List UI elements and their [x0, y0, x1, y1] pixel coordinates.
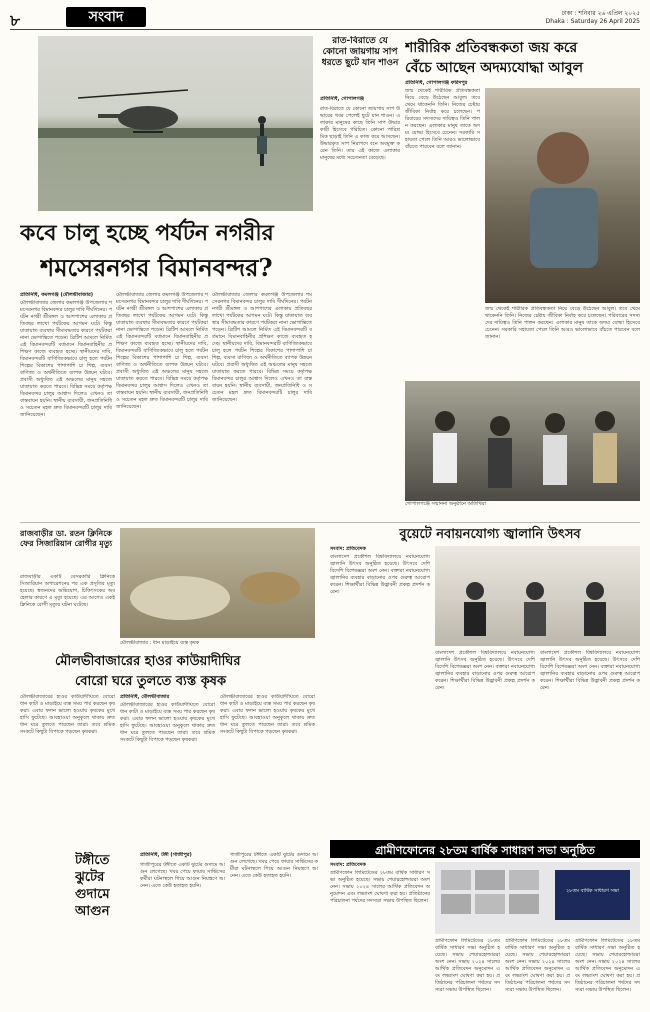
- buet-body-col2: বাংলাদেশ প্রকৌশল বিশ্ববিদ্যালয়ে নবায়নযোগ্য জ্বালানি উৎসব অনুষ্ঠিত হয়েছে। উৎসবে দেশি বিদেশি বিশেষজ্ঞরা অংশ নেন। বক্তারা নবায়নযোগ্য জ্বালানির ব্যবহার বাড়ানোর ওপর গুরুত্ব আরোপ করেন। শিক্ষার্থীরা বিভিন্ন উদ্ভাবনী প্রকল্প প্রদর্শন করেন।: [435, 650, 535, 691]
- date-bn: ঢাকা : শনিবার ২৬ এপ্রিল ২০২৫: [561, 10, 640, 17]
- airport-body-col2: মৌলভীবাজার জেলার কমলগঞ্জ উপজেলার শমসেরনগর বিমানবন্দর চালুর দাবি দীর্ঘদিনের। পর্যটন নগরী শ্রীমঙ্গল ও আশপাশের এলাকায় প্রতিবছর লাখো পর্যটকের আগমন ঘটে। কিন্তু যাতায়াত ব্যবস্থার সীমাবদ্ধতার কারণে পর্যটকরা নানা ভোগান্তিতে পড়েন। ব্রিটিশ আমলে নির্মিত এই বিমানবন্দরটি বর্তমানে বিমানবাহিনীর প্রশিক্ষণ কাজে ব্যবহৃত হচ্ছে। স্থানীয়দের দাবি, বিমানবন্দরটি বাণিজ্যিকভাবে চালু হলে পর্যটন শিল্পের বিকাশের পাশাপাশি চা শিল্প, ব্যবসা বাণিজ্য ও অর্থনীতিতে ব্যাপক উন্নয়ন ঘটবে। প্রবাসী অধ্যুষিত এই অঞ্চলের মানুষ সহজে যাতায়াত করতে পারবে। বিভিন্ন সময়ে কর্তৃপক্ষ বিমানবন্দর চালুর আশ্বাস দিলেও এখনও তা বাস্তবায়ন হয়নি। স্থানীয় ব্যবসায়ী, জনপ্রতিনিধি ও সচেতন মহল দ্রুত বিমানবন্দরটি চালুর দাবি জানিয়েছেন।: [116, 292, 208, 410]
- date-en: Dhaka : Saturday 26 April 2025: [545, 18, 640, 25]
- tongi-body-col1: গাজীপুরের টঙ্গীতে একটি ঝুটের গুদামে আগুন লেগেছে। খবর পেয়ে ফায়ার সার্ভিসের কর্মীরা ঘটনাস্থলে গিয়ে আগুন নিয়ন্ত্রণে আনেন। এতে কেউ হতাহত হয়নি।: [140, 862, 225, 889]
- page-number: ৮: [10, 11, 21, 30]
- buet-body-col1: বাংলাদেশ প্রকৌশল বিশ্ববিদ্যালয়ে নবায়নযোগ্য জ্বালানি উৎসব অনুষ্ঠিত হয়েছে। উৎসবে দেশি বিদেশি বিশেষজ্ঞরা অংশ নেন। বক্তারা নবায়নযোগ্য জ্বালানির ব্যবহার বাড়ানোর ওপর গুরুত্ব আরোপ করেন। শিক্ষার্থীরা বিভিন্ন উদ্ভাবনী প্রকল্প প্রদর্শন করেন।: [330, 554, 430, 595]
- divider: [20, 522, 640, 523]
- buet-photo: [435, 546, 640, 646]
- hawor-headline-2: বোরো ঘরে তুলতে ব্যস্ত কৃষক: [75, 674, 227, 689]
- gp-screen: [555, 870, 630, 920]
- fighter-body-col1: জন্ম থেকেই শারীরিক প্রতিবন্ধকতা নিয়ে বেড়ে উঠেছেন আবুল। তবে থেমে থাকেননি তিনি। নিজের চেষ্টায় জীবিকা নির্বাহ করে চলেছেন। পরিবারের সদস্যদের দায়িত্বও তিনি পালন করছেন। এলাকার মানুষ তাকে অদম্য যোদ্ধা হিসেবে চেনেন। সরকারি সহায়তা পেলে তিনি আরও ভালোভাবে বাঁচতে পারবেন বলে জানান।: [405, 88, 480, 150]
- tongi-headline: টঙ্গীতে ঝুটের গুদামে আগুন: [75, 853, 110, 919]
- rice-sack-icon: [120, 528, 315, 638]
- tongi-body-col2: গাজীপুরের টঙ্গীতে একটি ঝুটের গুদামে আগুন লেগেছে। খবর পেয়ে ফায়ার সার্ভিসের কর্মীরা ঘটনাস্থলে গিয়ে আগুন নিয়ন্ত্রণে আনেন। এতে কেউ হতাহত হয়নি।: [230, 852, 318, 879]
- snake-body: রাত-বিরাতে যে কোনো জায়গায় সাপ উদ্ধারের খবর পেলেই ছুটে যান শাওন। এলাকার মানুষের কাছে তিনি সাপ উদ্ধারকারী হিসেবে পরিচিত। কোনো পারিশ্রমিক ছাড়াই তিনি এ কাজ করে আসছেন। উদ্ধারকৃত সাপ নিরাপদে বনে অবমুক্ত করেন তিনি। তার এই কাজে এলাকার মানুষের মধ্যে সচেতনতা বেড়েছে।: [320, 106, 400, 161]
- fighter-headline-1: শারীরিক প্রতিবন্ধকতা জয় করে: [405, 40, 578, 56]
- helicopter-icon: [38, 36, 313, 211]
- buet-byline: সংবাদ: প্রতিবেদক: [330, 546, 366, 552]
- doctor-headline: রাজবাড়ীর ডা. রতন ক্লিনিকে ফের সিজারিয়ান রোগীর মৃত্যু: [20, 528, 113, 548]
- hawor-caption: মৌলভীবাজার : ধান মাড়াইয়ে ব্যস্ত কৃষক: [120, 640, 200, 646]
- helicopter-photo: [38, 36, 313, 211]
- airport-byline: প্রতিনিধি, কমলগঞ্জ (মৌলভীবাজার): [20, 292, 94, 298]
- masthead-logo: সংবাদ: [66, 7, 146, 27]
- airport-headline-2: শমসেরনগর বিমানবন্দর?: [40, 253, 273, 282]
- gp-body-col4: গ্রামীণফোন লিমিটেডের ২৮তম বার্ষিক সাধারণ সভা অনুষ্ঠিত হয়েছে। সভায় শেয়ারহোল্ডাররা অংশ নেন। সভায় ২০২৪ সালের আর্থিক প্রতিবেদন অনুমোদন এবং লভ্যাংশ ঘোষণা করা হয়। প্রতিষ্ঠানের পরিচালনা পর্ষদের সদস্যরা সভায় উপস্থিত ছিলেন।: [575, 938, 640, 993]
- airport-headline-1: কবে চালু হচ্ছে পর্যটন নগরীর: [20, 220, 274, 246]
- gp-body-col1: গ্রামীণফোন লিমিটেডের ২৮তম বার্ষিক সাধারণ সভা অনুষ্ঠিত হয়েছে। সভায় শেয়ারহোল্ডাররা অংশ নেন। সভায় ২০২৪ সালের আর্থিক প্রতিবেদন অনুমোদন এবং লভ্যাংশ ঘোষণা করা হয়। প্রতিষ্ঠানের পরিচালনা পর্ষদের সদস্যরা সভায় উপস্থিত ছিলেন।: [330, 870, 430, 904]
- hawor-body-col1: মৌলভীবাজারের হাওর কাউয়াদীঘিতে বোরো ধান কাটা ও মাড়াইয়ে ব্যস্ত সময় পার করছেন কৃষকরা। এবার ফলন ভালো হওয়ায় কৃষকের মুখে হাসি ফুটেছে। আবহাওয়া অনুকূলে থাকায় দ্রুত ধান ঘরে তুলতে পারছেন তারা। তবে শ্রমিক সংকটে কিছুটা বিপাকে পড়ছেন কৃষকরা।: [20, 694, 115, 735]
- group-icon: [405, 381, 640, 501]
- snake-headline: রাত-বিরাতে যে কোনো জায়গায় সাপ ধরতে ছুটে যান শাওন: [321, 36, 399, 68]
- rice-photo: [120, 528, 315, 638]
- award-caption: গোপালগঞ্জে সম্মাননা অনুষ্ঠানে অতিথিরা: [405, 501, 486, 506]
- masthead: [10, 6, 640, 30]
- video-grid-icon: [435, 862, 545, 934]
- snake-article: [320, 36, 400, 406]
- gp-headline: গ্রামীণফোনের ২৮তম বার্ষিক সাধারণ সভা অনুষ্ঠিত: [375, 844, 595, 857]
- buet-body-col3: বাংলাদেশ প্রকৌশল বিশ্ববিদ্যালয়ে নবায়নযোগ্য জ্বালানি উৎসব অনুষ্ঠিত হয়েছে। উৎসবে দেশি বিদেশি বিশেষজ্ঞরা অংশ নেন। বক্তারা নবায়নযোগ্য জ্বালানির ব্যবহার বাড়ানোর ওপর গুরুত্ব আরোপ করেন। শিক্ষার্থীরা বিভিন্ন উদ্ভাবনী প্রকল্প প্রদর্শন করেন।: [540, 650, 640, 691]
- hawor-body-col3: মৌলভীবাজারের হাওর কাউয়াদীঘিতে বোরো ধান কাটা ও মাড়াইয়ে ব্যস্ত সময় পার করছেন কৃষকরা। এবার ফলন ভালো হওয়ায় কৃষকের মুখে হাসি ফুটেছে। আবহাওয়া অনুকূলে থাকায় দ্রুত ধান ঘরে তুলতে পারছেন তারা। তবে শ্রমিক সংকটে কিছুটা বিপাকে পড়ছেন কৃষকরা।: [220, 694, 315, 735]
- snake-byline: প্রতিনিধি, গোপালগঞ্জ: [320, 96, 365, 102]
- gp-byline: সংবাদ: প্রতিবেদক: [330, 862, 366, 868]
- hawor-byline: প্রতিনিধি, মৌলভীবাজার: [120, 694, 170, 700]
- fighter-article: [405, 36, 640, 506]
- buet-headline: বুয়েটে নবায়নযোগ্য জ্বালানি উৎসব: [399, 527, 581, 542]
- person-icon: [485, 88, 640, 303]
- award-photo: [405, 381, 640, 501]
- gp-body-col2: গ্রামীণফোন লিমিটেডের ২৮তম বার্ষিক সাধারণ সভা অনুষ্ঠিত হয়েছে। সভায় শেয়ারহোল্ডাররা অংশ নেন। সভায় ২০২৪ সালের আর্থিক প্রতিবেদন অনুমোদন এবং লভ্যাংশ ঘোষণা করা হয়। প্রতিষ্ঠানের পরিচালনা পর্ষদের সদস্যরা সভায় উপস্থিত ছিলেন।: [435, 938, 500, 993]
- airport-body-col3: মৌলভীবাজার জেলার কমলগঞ্জ উপজেলার শমসেরনগর বিমানবন্দর চালুর দাবি দীর্ঘদিনের। পর্যটন নগরী শ্রীমঙ্গল ও আশপাশের এলাকায় প্রতিবছর লাখো পর্যটকের আগমন ঘটে। কিন্তু যাতায়াত ব্যবস্থার সীমাবদ্ধতার কারণে পর্যটকরা নানা ভোগান্তিতে পড়েন। ব্রিটিশ আমলে নির্মিত এই বিমানবন্দরটি বর্তমানে বিমানবাহিনীর প্রশিক্ষণ কাজে ব্যবহৃত হচ্ছে। স্থানীয়দের দাবি, বিমানবন্দরটি বাণিজ্যিকভাবে চালু হলে পর্যটন শিল্পের বিকাশের পাশাপাশি চা শিল্প, ব্যবসা বাণিজ্য ও অর্থনীতিতে ব্যাপক উন্নয়ন ঘটবে। প্রবাসী অধ্যুষিত এই অঞ্চলের মানুষ সহজে যাতায়াত করতে পারবে। বিভিন্ন সময়ে কর্তৃপক্ষ বিমানবন্দর চালুর আশ্বাস দিলেও এখনও তা বাস্তবায়ন হয়নি। স্থানীয় ব্যবসায়ী, জনপ্রতিনিধি ও সচেতন মহল দ্রুত বিমানবন্দরটি চালুর দাবি জানিয়েছেন।: [212, 292, 312, 403]
- gp-screen-title: ২৮তম বার্ষিক সাধারণ সভা: [566, 888, 619, 894]
- tongi-byline: প্রতিনিধি, টঙ্গী (গাজীপুর): [140, 852, 192, 858]
- panel-icon: [435, 546, 640, 646]
- gp-photo: [435, 862, 640, 934]
- fighter-byline: প্রতিনিধি, গোপালগঞ্জ ফরিদপুর: [405, 80, 468, 86]
- airport-body-col1: মৌলভীবাজার জেলার কমলগঞ্জ উপজেলার শমসেরনগর বিমানবন্দর চালুর দাবি দীর্ঘদিনের। পর্যটন নগরী শ্রীমঙ্গল ও আশপাশের এলাকায় প্রতিবছর লাখো পর্যটকের আগমন ঘটে। কিন্তু যাতায়াত ব্যবস্থার সীমাবদ্ধতার কারণে পর্যটকরা নানা ভোগান্তিতে পড়েন। ব্রিটিশ আমলে নির্মিত এই বিমানবন্দরটি বর্তমানে বিমানবাহিনীর প্রশিক্ষণ কাজে ব্যবহৃত হচ্ছে। স্থানীয়দের দাবি, বিমানবন্দরটি বাণিজ্যিকভাবে চালু হলে পর্যটন শিল্পের বিকাশের পাশাপাশি চা শিল্প, ব্যবসা বাণিজ্য ও অর্থনীতিতে ব্যাপক উন্নয়ন ঘটবে। প্রবাসী অধ্যুষিত এই অঞ্চলের মানুষ সহজে যাতায়াত করতে পারবে। বিভিন্ন সময়ে কর্তৃপক্ষ বিমানবন্দর চালুর আশ্বাস দিলেও এখনও তা বাস্তবায়ন হয়নি। স্থানীয় ব্যবসায়ী, জনপ্রতিনিধি ও সচেতন মহল দ্রুত বিমানবন্দরটি চালুর দাবি জানিয়েছেন।: [20, 300, 112, 418]
- gp-banner: [330, 840, 640, 858]
- fighter-photo: [485, 88, 640, 303]
- doctor-body: রাজবাড়ীর একটি বেসরকারি ক্লিনিকে সিজারিয়ান অপারেশনের পর এক প্রসূতির মৃত্যু হয়েছে। স্বজনদের অভিযোগ, চিকিৎসকের অবহেলার কারণে এ মৃত্যু হয়েছে। এর আগেও একই ক্লিনিকে রোগী মৃত্যুর ঘটনা ঘটেছে।: [20, 574, 115, 608]
- hawor-body-col2: মৌলভীবাজারের হাওর কাউয়াদীঘিতে বোরো ধান কাটা ও মাড়াইয়ে ব্যস্ত সময় পার করছেন কৃষকরা। এবার ফলন ভালো হওয়ায় কৃষকের মুখে হাসি ফুটেছে। আবহাওয়া অনুকূলে থাকায় দ্রুত ধান ঘরে তুলতে পারছেন তারা। তবে শ্রমিক সংকটে কিছুটা বিপাকে পড়ছেন কৃষকরা।: [120, 702, 215, 743]
- gp-body-col3: গ্রামীণফোন লিমিটেডের ২৮তম বার্ষিক সাধারণ সভা অনুষ্ঠিত হয়েছে। সভায় শেয়ারহোল্ডাররা অংশ নেন। সভায় ২০২৪ সালের আর্থিক প্রতিবেদন অনুমোদন এবং লভ্যাংশ ঘোষণা করা হয়। প্রতিষ্ঠানের পরিচালনা পর্ষদের সদস্যরা সভায় উপস্থিত ছিলেন।: [505, 938, 570, 993]
- fighter-body-col2: জন্ম থেকেই শারীরিক প্রতিবন্ধকতা নিয়ে বেড়ে উঠেছেন আবুল। তবে থেমে থাকেননি তিনি। নিজের চেষ্টায় জীবিকা নির্বাহ করে চলেছেন। পরিবারের সদস্যদের দায়িত্বও তিনি পালন করছেন। এলাকার মানুষ তাকে অদম্য যোদ্ধা হিসেবে চেনেন। সরকারি সহায়তা পেলে তিনি আরও ভালোভাবে বাঁচতে পারবেন বলে জানান।: [485, 306, 640, 340]
- hawor-headline-1: মৌলভীবাজারের হাওর কাউয়াদীঘির: [55, 654, 241, 669]
- fighter-headline-2: বেঁচে আছেন অদম্যযোদ্ধা আবুল: [405, 60, 584, 76]
